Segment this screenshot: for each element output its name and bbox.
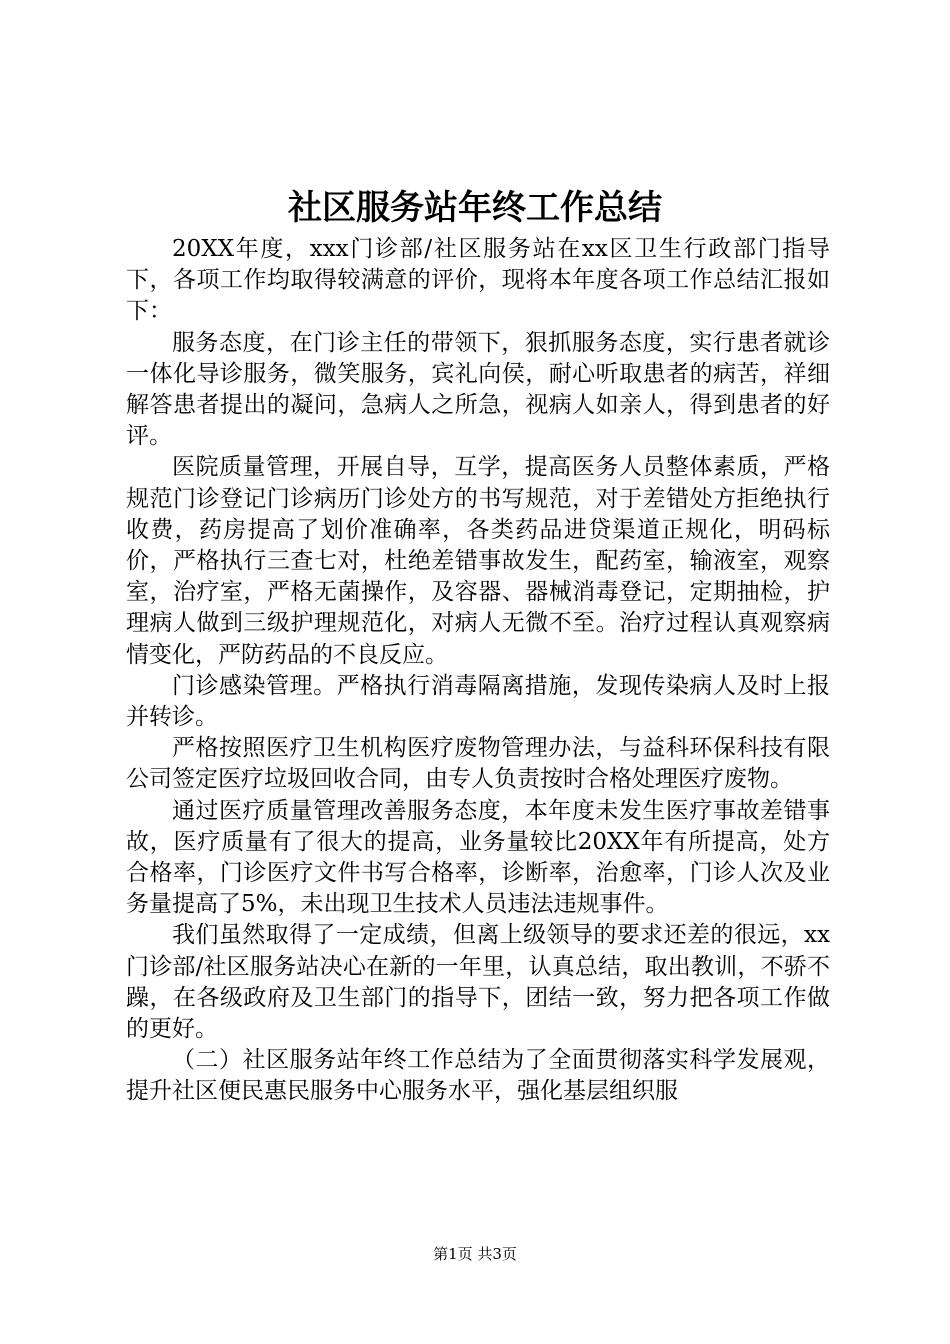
paragraph-outlook: 我们虽然取得了一定成绩，但离上级领导的要求还差的很远，xx门诊部/社区服务站决心在新的一年里，认真总结，取出教训，不骄不躁，在各级政府及卫生部门的指导下，团结一致，努力把各项工作做的更好。: [126, 922, 830, 1043]
paragraph-intro: 20XX年度，xxx门诊部/社区服务站在xx区卫生行政部门指导下，各项工作均取得较满意的评价，现将本年度各项工作总结汇报如下：: [126, 236, 830, 325]
paragraph-section-two: （二）社区服务站年终工作总结为了全面贯彻落实科学发展观，提升社区便民惠民服务中心服务水平，强化基层组织服: [126, 1047, 830, 1105]
paragraph-service-attitude: 服务态度，在门诊主任的带领下，狠抓服务态度，实行患者就诊一体化导诊服务，微笑服务，宾礼向侯，耐心听取患者的病苦，祥细解答患者提出的凝问，急病人之所急，视病人如亲人，得到患者的好评。: [126, 329, 830, 450]
page-footer: 第1页 共3页: [433, 1245, 517, 1263]
paragraph-medical-waste: 严格按照医疗卫生机构医疗废物管理办法，与益科环保科技有限公司签定医疗垃圾回收合同，由专人负责按时合格处理医疗废物。: [126, 735, 830, 793]
paragraph-infection-management: 门诊感染管理。严格执行消毒隔离措施，发现传染病人及时上报并转诊。: [126, 672, 830, 731]
document-body: [126, 234, 830, 1108]
paragraph-results: 通过医疗质量管理改善服务态度，本年度未发生医疗事故差错事故，医疗质量有了很大的提高，业务量较比20XX年有所提高，处方合格率，门诊医疗文件书写合格率，诊断率，治愈率，门诊人次及业务量提高了5%，未出现卫生技术人员违法违规事件。: [126, 797, 830, 918]
document-title: 社区服务站年终工作总结: [288, 188, 662, 228]
paragraph-quality-management: 医院质量管理，开展自导，互学，提高医务人员整体素质，严格规范门诊登记门诊病历门诊处方的书写规范，对于差错处方拒绝执行收费，药房提高了划价准确率，各类药品进贷渠道正规化，明码标价，严格执行三查七对，杜绝差错事故发生，配药室，输液室，观察室，治疗室，严格无菌操作，及容器、器械消毒登记，定期抽检，护理病人做到三级护理规范化，对病人无微不至。治疗过程认真观察病情变化，严防药品的不良反应。: [126, 454, 830, 668]
